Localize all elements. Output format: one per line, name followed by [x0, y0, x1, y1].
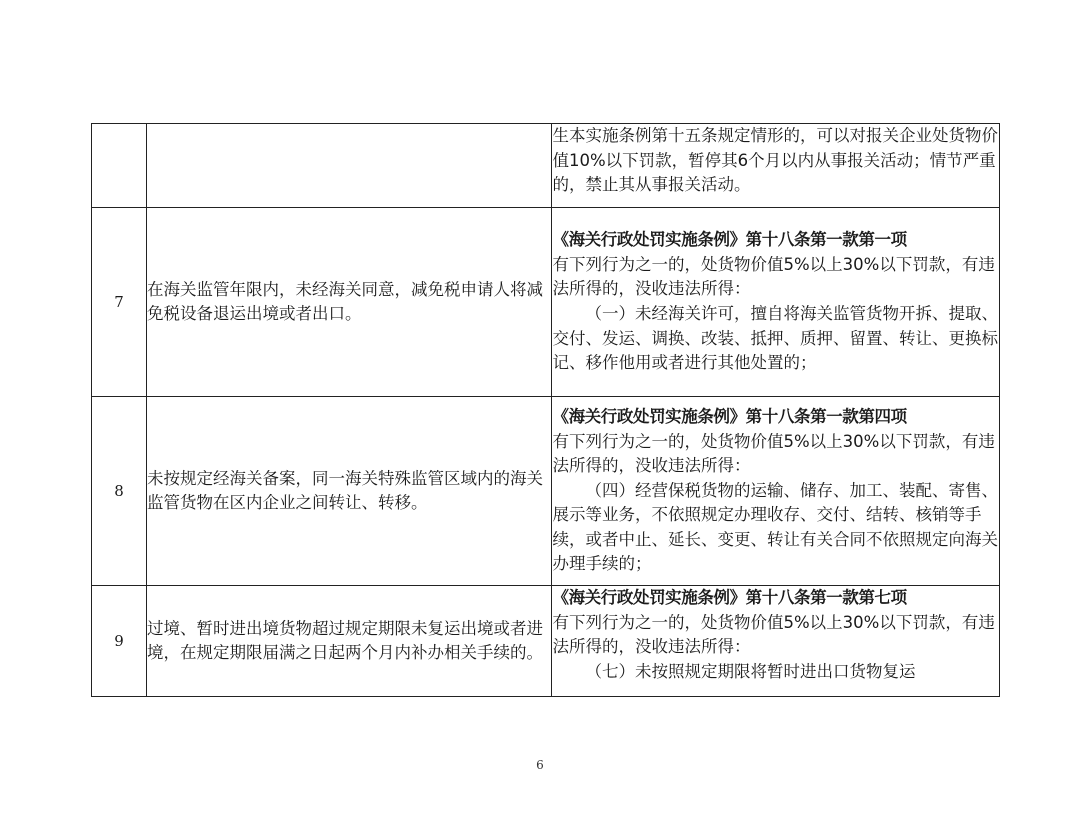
table-row	[92, 397, 1000, 586]
regulation-intro: 有下列行为之一的，处货物价值5%以上30%以下罚款，有违法所得的，没收违法所得：	[552, 612, 995, 657]
row-number-cell: 7	[92, 208, 147, 397]
page-number: 6	[536, 758, 544, 772]
regulation-item: （四）经营保税货物的运输、储存、加工、装配、寄售、展示等业务，不依照规定办理收存、交付、结转、核销等手续，或者中止、延长、变更、转让有关合同不依照规定向海关办理手续的；	[552, 480, 998, 574]
table-row	[92, 208, 1000, 397]
regulation-title: 《海关行政处罚实施条例》第十八条第一款第四项	[552, 406, 907, 426]
regulation-item: （七）未按照规定期限将暂时进出口货物复运	[585, 661, 916, 681]
regulation-title: 《海关行政处罚实施条例》第十八条第一款第一项	[552, 230, 907, 250]
legal-basis-cell	[552, 586, 1000, 697]
row-number-cell	[92, 124, 147, 208]
table-row	[92, 586, 1000, 697]
table-row	[92, 124, 1000, 208]
regulation-item: （一）未经海关许可，擅自将海关监管货物开拆、提取、交付、发运、调换、改装、抵押、质押、留置、转让、更换标记、移作他用或者进行其他处置的；	[552, 304, 998, 373]
row-number-cell: 8	[92, 397, 147, 586]
legal-basis-cell	[552, 124, 1000, 208]
violation-description-cell: 未按规定经海关备案，同一海关特殊监管区域内的海关监管货物在区内企业之间转让、转移。	[147, 397, 552, 586]
violation-description-cell: 在海关监管年限内，未经海关同意，减免税申请人将减免税设备退运出境或者出口。	[147, 208, 552, 397]
penalty-table	[91, 123, 1000, 697]
regulation-title: 《海关行政处罚实施条例》第十八条第一款第七项	[552, 588, 907, 607]
regulation-intro: 有下列行为之一的，处货物价值5%以上30%以下罚款，有违法所得的，没收违法所得：	[552, 431, 995, 476]
violation-description-cell: 过境、暂时进出境货物超过规定期限未复运出境或者进境，在规定期限届满之日起两个月内补办相关手续的。	[147, 586, 552, 697]
legal-basis-text: 生本实施条例第十五条规定情形的，可以对报关企业处货物价值10%以下罚款，暂停其6个月以内从事报关活动；情节严重的，禁止其从事报关活动。	[552, 126, 998, 195]
row-number-cell: 9	[92, 586, 147, 697]
legal-basis-cell	[552, 397, 1000, 586]
regulation-intro: 有下列行为之一的，处货物价值5%以上30%以下罚款，有违法所得的，没收违法所得：	[552, 254, 995, 299]
legal-basis-cell	[552, 208, 1000, 397]
violation-description-cell	[147, 124, 552, 208]
